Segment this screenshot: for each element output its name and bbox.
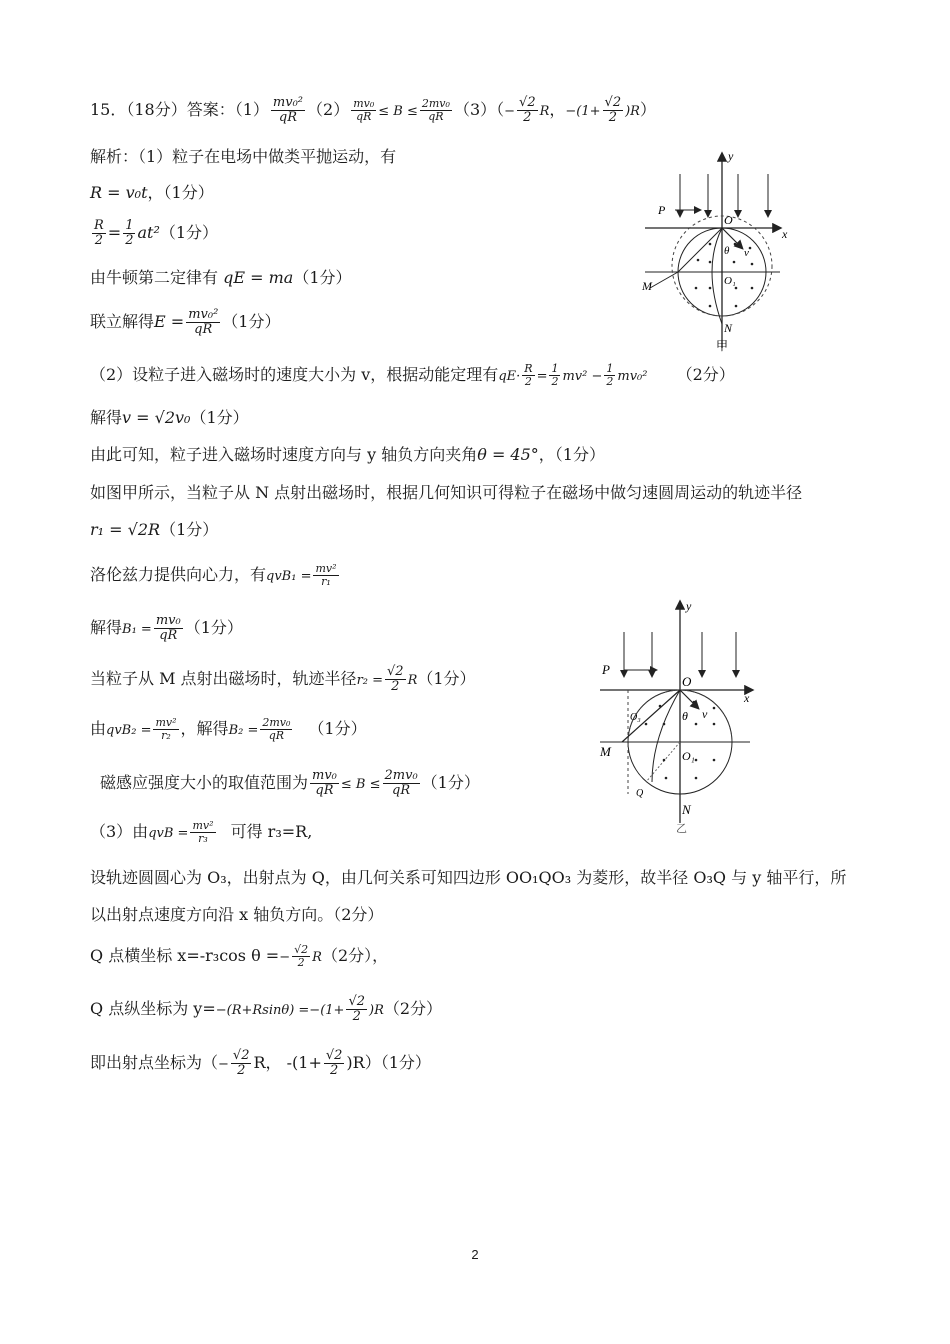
- solution-line-2: R = v₀t，（1分）: [90, 183, 214, 202]
- label-o: O: [682, 674, 692, 689]
- label-m: M: [642, 279, 652, 293]
- segment-o1q: [646, 742, 680, 782]
- figure-caption: 甲: [716, 339, 729, 353]
- label-o1: O₁: [682, 749, 695, 763]
- solution-line-21: 即出射点坐标为（− $\frac{√2}{2}$ R， -(1+ $\frac{√2}{2}$ )R）（1分）: [90, 1048, 431, 1078]
- trajectory-arc: [652, 690, 680, 782]
- solution-line-13: 当粒子从 M 点射出磁场时，轨迹半径r₂ = $\frac{√2}{2}$ R（1分）: [90, 664, 476, 694]
- solution-line-20: Q 点纵坐标为 y=−(R+Rsinθ) =−(1+ $\frac{√2}{2}$ )R（2分）: [90, 994, 443, 1024]
- solution-line-9: 如图甲所示，当粒子从 N 点射出磁场时，根据几何知识可得粒子在磁场中做匀速圆周运动的轨迹半径: [90, 483, 803, 502]
- solution-line-17: 设轨迹圆圆心为 O₃，出射点为 Q，由几何关系可知四边形 OO₁QO₃ 为菱形，故半径 O₃Q 与 y 轴平行，所: [90, 868, 847, 887]
- label-y: y: [728, 149, 734, 163]
- label-p: P: [602, 662, 610, 677]
- figure-jia: [630, 148, 800, 358]
- label-n: N: [682, 802, 691, 817]
- figure-yi: [590, 598, 770, 838]
- label-v: v: [702, 707, 708, 721]
- solution-line-3: $\frac{R}{2}$ = $\frac{1}{2}$ at²（1分）: [94, 218, 219, 248]
- segment-om: [678, 228, 722, 272]
- label-theta: θ: [724, 245, 730, 257]
- label-o1: O₁: [724, 275, 736, 287]
- figure-caption: 乙: [676, 823, 687, 835]
- solution-line-14: 由qvB₂ = $\frac{\text{mv²}}{\text{r₂}}$ ，解得B₂ = $\frac{\text{2mv₀}}{qR}$ （1分）: [90, 716, 367, 742]
- solution-line-16: （3）由qvB = $\frac{\text{mv²}}{\text{r₃}}$ 可得 r₃=R,: [90, 819, 313, 845]
- solution-line-10: r₁ = √2R（1分）: [90, 520, 219, 539]
- label-v: v: [744, 247, 749, 259]
- label-p: P: [658, 203, 666, 217]
- label-o3: O₃: [630, 712, 641, 723]
- solution-line-5: 联立解得E = $\frac{\text{mv₀²}}{qR}$ （1分）: [90, 307, 281, 337]
- solution-line-18: 以出射点速度方向沿 x 轴负方向。（2分）: [90, 905, 384, 924]
- label-q: Q: [636, 788, 644, 799]
- solution-line-19: Q 点横坐标 x=-r₃cos θ =− $\frac{√2}{2}$ R（2分），: [90, 943, 389, 969]
- label-y: y: [686, 599, 692, 613]
- label-x: x: [782, 227, 788, 241]
- solution-line-1: 解析：（1）粒子在电场中做类平抛运动，有: [90, 147, 397, 166]
- solution-line-4: 由牛顿第二定律有 qE = ma（1分）: [90, 268, 352, 287]
- solution-line-12: 解得B₁ = $\frac{\text{mv₀}}{qR}$ （1分）: [90, 613, 243, 643]
- solution-line-15: 磁感应强度大小的取值范围为 $\frac{\text{mv₀}}{qR}$ ≤ B ≤ $\frac{\text{2mv₀}}{qR}$ （1分）: [100, 768, 480, 798]
- label-m: M: [600, 744, 611, 759]
- solution-line-7: 解得v = √2v₀（1分）: [90, 408, 249, 427]
- solution-line-8: 由此可知，粒子进入磁场时速度方向与 y 轴负方向夹角θ = 45°，（1分）: [90, 445, 605, 464]
- label-theta: θ: [682, 709, 688, 723]
- label-x: x: [744, 691, 750, 705]
- trajectory-arc: [712, 228, 722, 324]
- solution-line-11: 洛伦兹力提供向心力，有qvB₁ = $\frac{\text{mv²}}{\text{r₁}}$: [90, 562, 337, 588]
- solution-line-6: （2）设粒子进入磁场时的速度大小为 v，根据动能定理有qE· $\frac{R}{2}$ = $\frac{1}{2}$ mv² − $\frac{1}{2}$ mv₀² （2分）: [90, 362, 735, 388]
- label-o: O: [724, 213, 733, 227]
- page-number: 2: [471, 1247, 479, 1262]
- m-leader: [650, 272, 678, 288]
- q15-header: 15．（18分）答案：（1） $\frac{\text{mv₀²}}{qR}$ （2） $\frac{\text{mv₀}}{qR}$ ≤ B ≤ $\frac{\text{2mv₀}}{qR}$ （3）（− $\frac{√2}{2}$ R，−(1+ $\frac{√2}{2}$ )R）: [90, 95, 656, 125]
- label-n: N: [724, 321, 733, 335]
